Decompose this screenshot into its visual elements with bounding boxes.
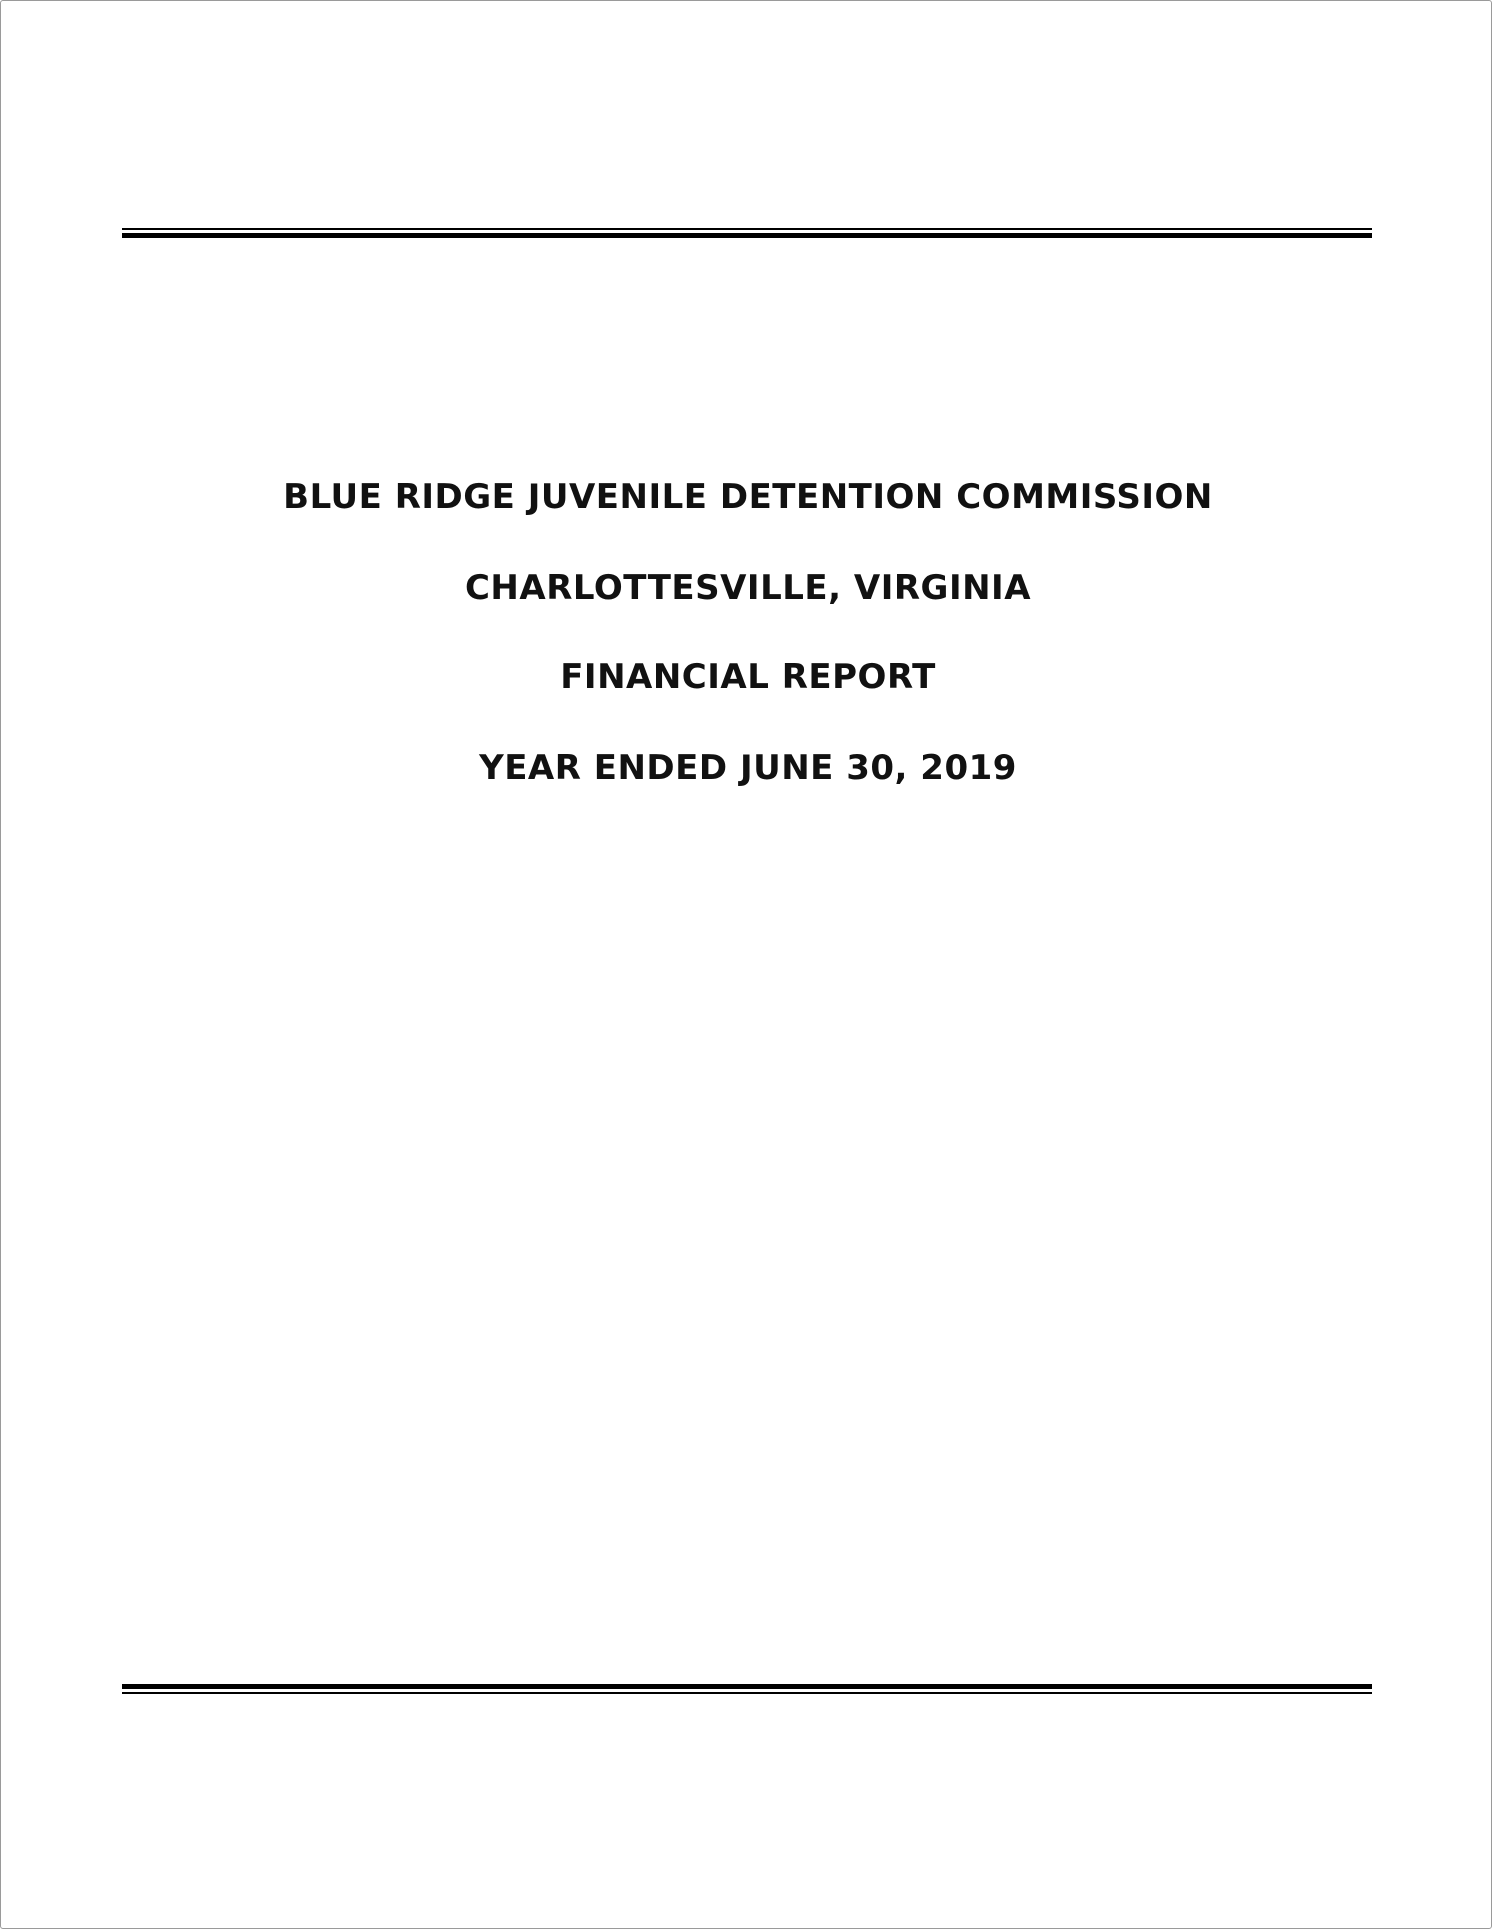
bottom-rule-thin-line bbox=[122, 1692, 1372, 1694]
organization-name: BLUE RIDGE JUVENILE DETENTION COMMISSION bbox=[283, 477, 1213, 517]
organization-location: CHARLOTTESVILLE, VIRGINIA bbox=[464, 568, 1032, 608]
report-type: FINANCIAL REPORT bbox=[560, 657, 936, 697]
bottom-double-rule bbox=[122, 1684, 1372, 1694]
top-rule-thin-line bbox=[122, 228, 1372, 230]
report-period: YEAR ENDED JUNE 30, 2019 bbox=[479, 748, 1017, 788]
top-double-rule bbox=[122, 228, 1372, 238]
top-rule-thick-line bbox=[122, 233, 1372, 238]
